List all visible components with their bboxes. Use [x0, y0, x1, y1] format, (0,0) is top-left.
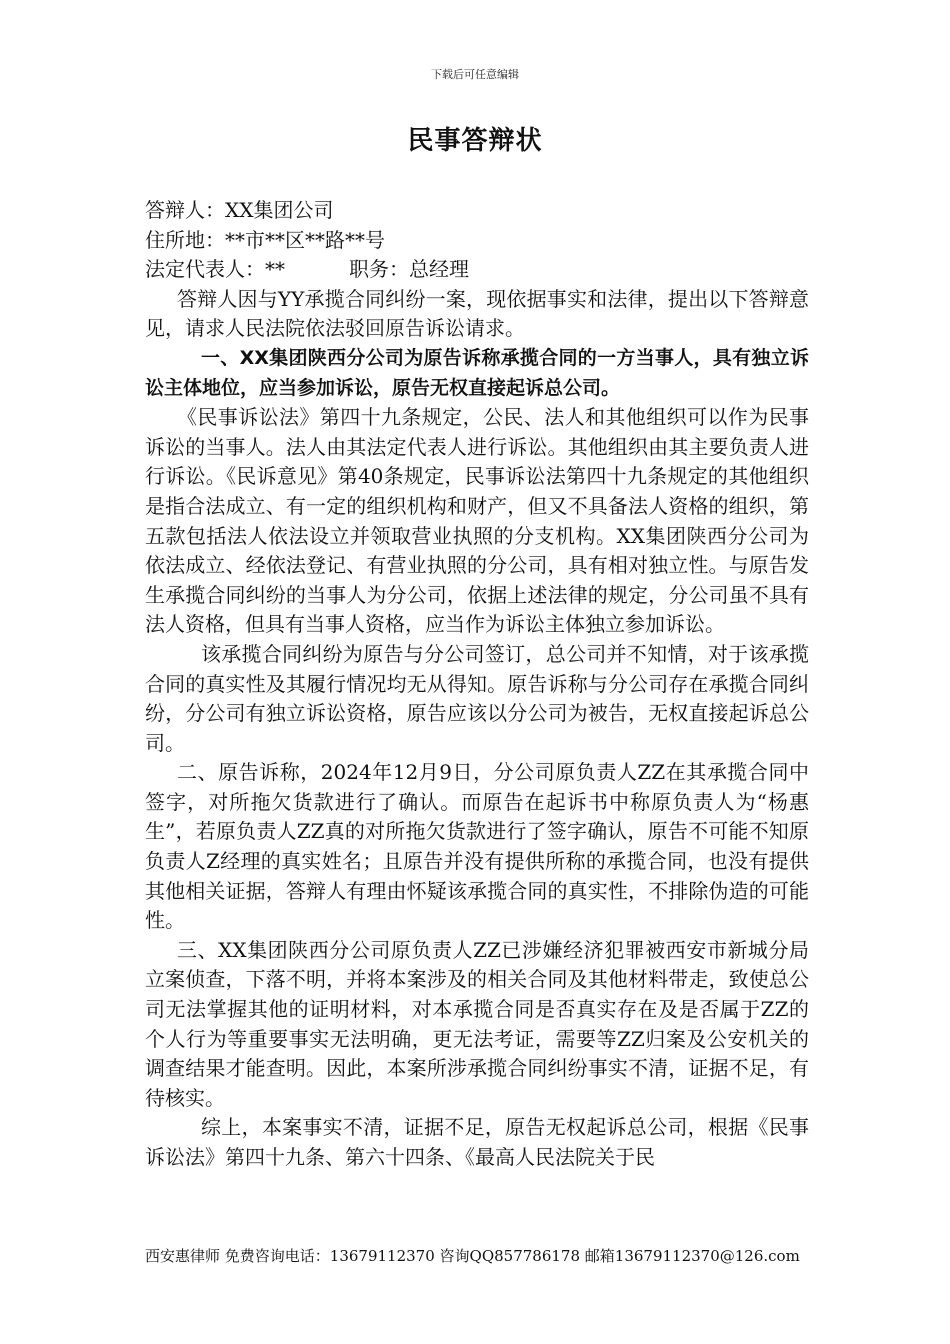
intro-paragraph: 答辩人因与YY承揽合同纠纷一案，现依据事实和法律，提出以下答辩意见，请求人民法院依法驳回原告诉讼请求。 [145, 286, 809, 341]
document-title: 民事答辩状 [407, 126, 543, 156]
respondent-line: 答辩人：XX集团公司 [145, 198, 334, 222]
position-label: 职务：总经理 [349, 257, 469, 282]
legal-rep-label: 法定代表人：** [145, 257, 285, 282]
point-one-paragraph-2: 该承揽合同纠纷为原告与分公司签订，总公司并不知情，对于该承揽合同的真实性及其履行情况均无从得知。原告诉称与分公司存在承揽合同纠纷，分公司有独立诉讼资格，原告应该以分公司为被告，无权直接起诉总公司。 [145, 641, 809, 755]
legal-rep-line [145, 255, 809, 285]
address-line: 住所地：**市**区**路**号 [145, 227, 385, 252]
point-one-heading: 一、XX集团陕西分公司为原告诉称承揽合同的一方当事人，具有独立诉讼主体地位，应当参加诉讼，原告无权直接起诉总公司。 [145, 346, 809, 399]
contact-footer: 西安惠律师 免费咨询电话：13679112370 咨询QQ857786178 邮箱13679112370@126.com [145, 1247, 800, 1265]
document-body [145, 196, 809, 1173]
point-one-paragraph-1: 《民事诉讼法》第四十九条规定，公民、法人和其他组织可以作为民事诉讼的当事人。法人由其法定代表人进行诉讼。其他组织由其主要负责人进行诉讼。《民诉意见》第40条规定，民事诉讼法第四十九条规定的其他组织是指合法成立、有一定的组织机构和财产，但又不具备法人资格的组织，第五款包括法人依法设立并领取营业执照的分支机构。XX集团陕西分公司为依法成立、经依法登记、有营业执照的分公司，具有相对独立性。与原告发生承揽合同纠纷的当事人为分公司，依据上述法律的规定，分公司虽不具有法人资格，但具有当事人资格，应当作为诉讼主体独立参加诉讼。 [145, 405, 809, 637]
download-edit-note: 下载后可任意编辑 [431, 68, 519, 81]
conclusion-paragraph: 综上，本案事实不清，证据不足，原告无权起诉总公司，根据《民事诉讼法》第四十九条、第六十四条、《最高人民法院关于民 [145, 1115, 809, 1169]
point-three-paragraph: 三、XX集团陕西分公司原负责人ZZ已涉嫌经济犯罪被西安市新城分局立案侦查，下落不明，并将本案涉及的相关合同及其他材料带走，致使总公司无法掌握其他的证明材料，对本承揽合同是否真实存在及是否属于ZZ的个人行为等重要事实无法明确，更无法考证，需要等ZZ归案及公安机关的调查结果才能查明。因此，本案所涉承揽合同纠纷事实不清，证据不足，有待核实。 [145, 937, 809, 1110]
point-two-paragraph: 二、原告诉称，2024年12月9日，分公司原负责人ZZ在其承揽合同中签字，对所拖欠货款进行了确认。而原告在起诉书中称原负责人为“杨惠生”，若原负责人ZZ真的对所拖欠货款进行了签字确认，原告不可能不知原负责人Z经理的真实姓名；且原告并没有提供所称的承揽合同，也没有提供其他相关证据，答辩人有理由怀疑该承揽合同的真实性，不排除伪造的可能性。 [145, 760, 809, 933]
